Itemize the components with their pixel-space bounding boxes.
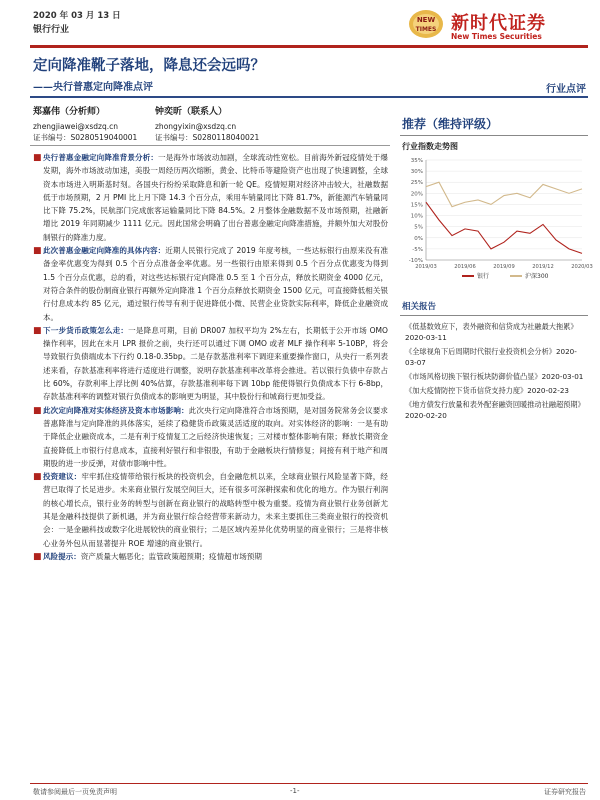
contact-card bbox=[155, 107, 259, 143]
bullet-icon: ■ bbox=[33, 325, 42, 336]
body-paragraph bbox=[33, 324, 388, 404]
legend-label: 银行 bbox=[477, 273, 490, 280]
header-divider bbox=[30, 45, 588, 48]
analyst-name: 郑嘉伟（分析师） bbox=[33, 107, 106, 117]
y-tick-label: 25% bbox=[410, 180, 423, 187]
y-tick-label: 35% bbox=[410, 158, 423, 164]
y-tick-label: 20% bbox=[410, 191, 423, 198]
analyst-divider bbox=[30, 145, 390, 146]
x-tick-label: 2019/12 bbox=[532, 264, 554, 270]
related-report-item[interactable]: 《全球视角下后周期时代银行业投资机会分析》2020-03-07 bbox=[405, 347, 577, 367]
body-paragraph bbox=[33, 550, 388, 563]
related-reports-list bbox=[405, 321, 587, 424]
related-divider bbox=[400, 315, 588, 316]
paragraph-lead: 此次定向降准对实体经济及资本市场影响： bbox=[43, 405, 189, 415]
page-number: -1- bbox=[290, 787, 300, 795]
bullet-icon: ■ bbox=[33, 472, 42, 483]
report-type: 行业点评 bbox=[546, 84, 586, 95]
y-tick-label: 0% bbox=[414, 235, 423, 242]
paragraph-text: 牢牢抓住疫情带给银行板块的投资机会，自金融危机以来，全球商业银行风险显著下降，经营已取得了长足进步。未来商业银行发展空间巨大，还有很多可深耕探索和优化的地方。作为银行利润的核心增长点，银行业务的转型与创新在商业银行的战略转型中极为重要。疫情为商业银行业务创新尤其是金融科技提供了新机遇，并为商业银行综合经营带来新动力，未来主要抓住三类商业银行的投资机会：一是金融科技或数字化进展较快的商业银行；二是区域内差异化优势明显的商业银行；三是将非核心业务外包从而显著提升 ROE 增速的商业银行。 bbox=[43, 472, 388, 548]
logo-mark-top: NEW bbox=[416, 16, 436, 24]
paragraph-lead: 央行普惠金融定向降准背景分析： bbox=[43, 153, 159, 162]
related-report-item[interactable]: 《加大疫情防控下货币信贷支持力度》2020-02-23 bbox=[405, 386, 569, 395]
related-reports-title: 相关报告 bbox=[402, 302, 437, 312]
y-tick-label: 5% bbox=[414, 224, 423, 231]
report-body bbox=[33, 151, 388, 563]
new-times-logo-icon bbox=[408, 9, 444, 39]
analyst-card bbox=[33, 107, 137, 143]
industry-label: 银行行业 bbox=[33, 25, 70, 35]
contact-name: 钟奕昕（联系人） bbox=[155, 107, 228, 117]
paragraph-text: 一是海外市场波动加剧，全球流动性宽松。目前海外新冠疫情处于爆发期，海外市场波动加速，美股一周经历两次熔断，黄金、比特币等避险资产也出现了快速调整，全球资本市场进入明斯基时刻。各国央行纷纷采取降息和新一轮 QE。疫情短期对经济冲击较大，社融数据低于市场预期，2 月 PMI 比上月下降 14.3 个百分点，乘用车销量同比下降 81.7%，新能源汽车销量同比下降 75.2%，民航部门完成旅客运输量同比下降 84.5%。2 月整体金融数据不及市场预期，社融新增比 2019 年同期减少 1111 亿元。因此国常会明确了出台普惠金融定向降准措施，并额外加大对股份制银行的降准力度。 bbox=[43, 153, 388, 242]
paragraph-lead: 投资建议： bbox=[43, 472, 82, 482]
related-report-item[interactable]: 《市场风格切换下银行板块防御价值凸显》2020-03-01 bbox=[405, 372, 584, 381]
x-tick-label: 2019/06 bbox=[454, 264, 476, 270]
industry-index-chart bbox=[402, 156, 593, 284]
bullet-icon: ■ bbox=[33, 551, 42, 562]
y-tick-label: 30% bbox=[410, 169, 423, 176]
analyst-email[interactable]: zhengjiawei@xsdzq.cn bbox=[33, 122, 118, 131]
paragraph-lead: 风险提示： bbox=[43, 551, 81, 561]
logo-name-cn: 新时代证券 bbox=[451, 13, 546, 34]
bullet-icon: ■ bbox=[33, 246, 42, 257]
paragraph-text: 此次央行定向降准符合市场预期，是对国务院常务会议要求普惠降准与定向降准的具体落实，延续了稳健货币政策灵活适度的取向。对实体经济的影响：一是有助于降低企业融资成本，二是有利于疫情复工之后经济快速恢复；三对楼市整体影响有限；释放长期资金直接降低上市银行付息成本，直接利好银行和非银股，有助于金融板块行情修复；间接有利于地产和周期股的进一步反弹，对债市影响中性。 bbox=[43, 405, 388, 468]
related-report-item[interactable]: 《地方债发行放量和表外配套融资回暖推动社融超预期》2020-02-20 bbox=[405, 400, 585, 420]
logo-name-en: New Times Securities bbox=[451, 32, 542, 41]
paragraph-text: 近期人民银行完成了 2019 年度考核，一些达标银行由原来没有准备金率优惠变为得到 0.5 个百分点准备金率优惠。另一些银行由原来得到 0.5 个百分点优惠变为得到 1.5 个百分点优惠，总的看，对这些达标银行定向降准 0.5 至 1 个百分点，释放长期资金 4000 亿元，对符合条件的股份制商业银行再额外定向降准 1 个百分点释放长期资金 1500 亿元，可直接降低相关银行付息成本约 85 亿元，通过银行传导有利于促进降低小微、民营企业贷款实际利率，降低企业融资成本。 bbox=[43, 246, 388, 322]
report-date: 2020 年 03 月 13 日 bbox=[33, 11, 121, 21]
paragraph-lead: 此次普惠金融定向降准的具体内容： bbox=[43, 246, 166, 256]
x-tick-label: 2019/09 bbox=[493, 264, 515, 270]
rating-label: 推荐（维持评级） bbox=[402, 117, 499, 131]
chart-title: 行业指数走势图 bbox=[402, 142, 458, 151]
bullet-icon: ■ bbox=[33, 405, 42, 416]
footer-label: 证券研究报告 bbox=[544, 788, 586, 796]
paragraph-lead: 下一步货币政策怎么走： bbox=[43, 325, 129, 335]
paragraph-text: 一是降息可期，目前 DR007 加权平均为 2%左右，长期低于公开市场 OMO 操作利率，因此在未月 LPR 报价之前，央行还可以通过下调 OMO 或者 MLF 操作利率 5-10BP，将会导致银行负债端成本下行约 0.18-0.35bp。二是存款基准利率下调迎来重要操作窗口，从央行一系列表述来看，存款基准利率将进行适度进行调整，说明存款基准利率改革将会推进。若以银行负债中存款占比 60%，存款利率上浮比例 40%估算，存款基准利率每下调 10bp 能使得银行负债成本下行 6-8bp，存款基准利率的调整对银行负债成本的影响更为明显，其中股份行和城商行更加受益。 bbox=[43, 325, 388, 402]
bullet-icon: ■ bbox=[33, 153, 42, 163]
footer-divider bbox=[30, 783, 588, 784]
report-subtitle: ——央行普惠定向降准点评 bbox=[33, 82, 153, 93]
x-tick-label: 2019/03 bbox=[415, 264, 437, 270]
y-tick-label: -5% bbox=[412, 246, 423, 253]
report-title: 定向降准靴子落地，降息还会远吗？ bbox=[33, 58, 265, 74]
series-line-沪深300 bbox=[426, 182, 582, 206]
y-tick-label: -10% bbox=[408, 258, 423, 264]
analyst-cert: 证书编号：S0280519040001 bbox=[33, 133, 138, 142]
x-tick-label: 2020/03 bbox=[571, 264, 593, 270]
y-tick-label: 15% bbox=[410, 202, 423, 209]
logo-mark-bottom: TIMES bbox=[415, 26, 437, 33]
legend-label: 沪深300 bbox=[525, 273, 549, 280]
body-paragraph bbox=[33, 244, 388, 324]
rating-divider bbox=[400, 135, 588, 136]
body-paragraph bbox=[33, 404, 388, 470]
company-logo bbox=[408, 9, 588, 41]
contact-email[interactable]: zhongyixin@xsdzq.cn bbox=[155, 122, 237, 131]
body-paragraph bbox=[33, 470, 388, 550]
paragraph-text: 资产质量大幅恶化；监管政策超预期；疫情超市场预期 bbox=[80, 551, 262, 561]
contact-cert: 证书编号：S0280118040021 bbox=[155, 133, 260, 142]
series-line-银行 bbox=[426, 202, 582, 253]
title-divider bbox=[30, 96, 588, 98]
y-tick-label: 10% bbox=[410, 213, 423, 220]
related-report-item[interactable]: 《低基数效应下，表外融资和信贷成为社融最大拖累》2020-03-11 bbox=[405, 322, 578, 342]
body-paragraph bbox=[33, 151, 388, 244]
disclaimer-note[interactable]: 敬请参阅最后一页免责声明 bbox=[33, 788, 117, 796]
